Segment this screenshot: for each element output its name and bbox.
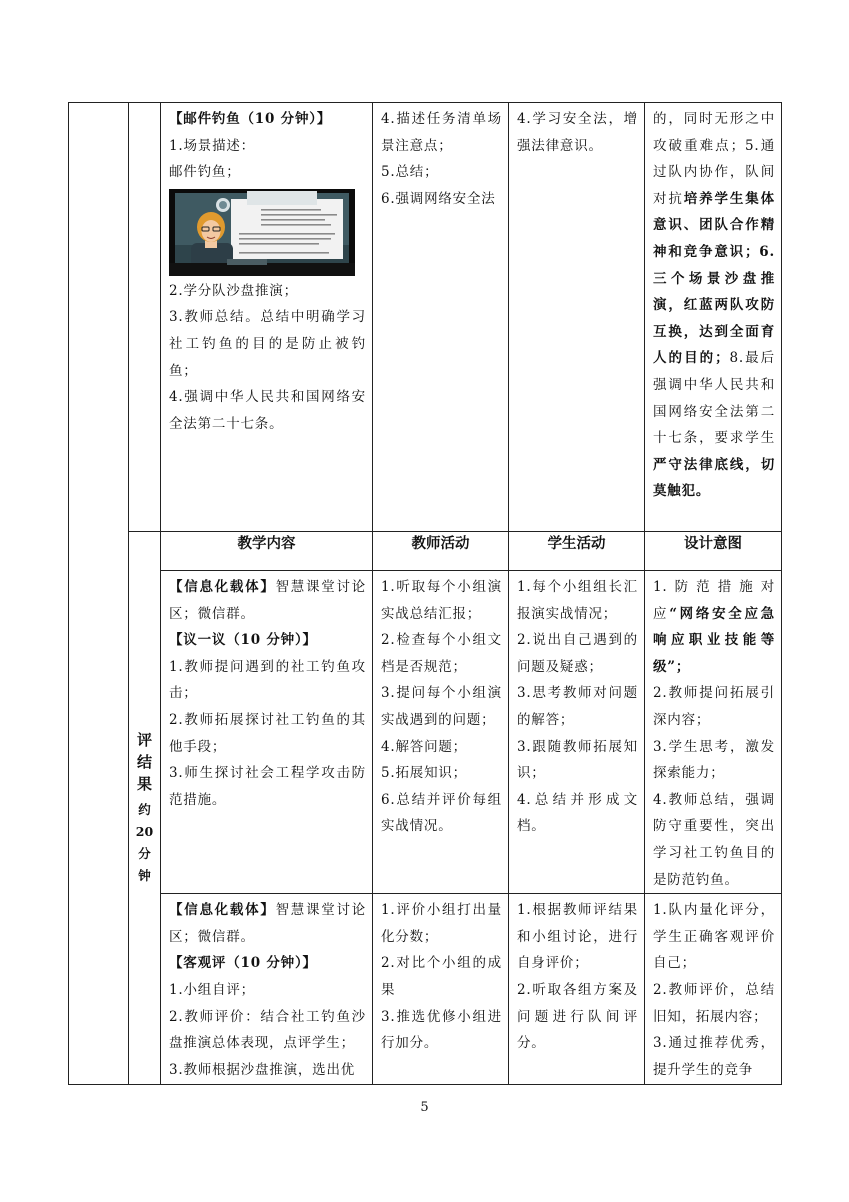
list-item: 4.解答问题；: [381, 738, 467, 755]
bold-span: 严守法律底线，切莫触犯。: [653, 456, 775, 500]
stage-label-char: 果: [136, 775, 152, 794]
text-line: 3.教师总结。总结中明确学习社工钓鱼的目的是防止被钓鱼；: [169, 309, 366, 379]
list-item: 2.说出自己遇到的问题及疑惑；: [517, 632, 638, 675]
content-cell: [161, 894, 373, 1085]
text-line: 2.学分队沙盘推演；: [169, 282, 298, 299]
text-line: 1.场景描述：: [169, 137, 255, 154]
carrier-text: 智慧课堂讨论区；微信群。: [169, 579, 366, 622]
text-span: 8.最后强调中华人民共和国网络安全法第二十七条，要求学生: [653, 350, 775, 447]
list-item: 2.听取各组方案及问题进行队间评分。: [517, 981, 638, 1052]
list-item: 1.教师提问遇到的社工钓鱼攻击；: [169, 658, 366, 702]
teacher-activity-cell: [373, 894, 509, 1085]
header-student: 学生活动: [509, 532, 645, 571]
list-item: 3.教师根据沙盘推演，选出优: [169, 1061, 356, 1078]
lesson-plan-table: [68, 102, 782, 1085]
row-phishing-drill: [69, 103, 782, 532]
list-item: 1.根据教师评结果和小组讨论，进行自身评价；: [517, 902, 638, 972]
design-intent-cell: [645, 103, 782, 532]
content-cell: [161, 571, 373, 894]
list-item: 4.描述任务清单场景注意点；: [381, 111, 502, 154]
design-intent-cell: [645, 571, 782, 894]
list-item: 3.提问每个小组演实战遇到的问题；: [381, 685, 502, 728]
text-span: 的，同时无形之中攻破重难点；: [653, 111, 775, 154]
teacher-activity-cell: [373, 103, 509, 532]
list-item: 2.教师拓展探讨社工钓鱼的其他手段；: [169, 711, 366, 755]
list-item: 5.总结；: [381, 164, 439, 181]
list-item: 1.听取每个小组演实战总结汇报；: [381, 579, 502, 622]
list-item: 3.学生思考，激发探索能力；: [653, 738, 775, 782]
list-item: 2.检查每个小组文档是否规范；: [381, 632, 502, 675]
list-item: 4.教师总结，强调防守重要性，突出学习社工钓鱼目的是防范钓鱼。: [653, 791, 775, 888]
carrier-line: [169, 574, 366, 627]
header-design: 设计意图: [645, 532, 782, 571]
outer-stage-column: [69, 103, 129, 1085]
stage-label-char: 结: [136, 753, 152, 772]
list-item: 4.学习安全法，增强法律意识。: [517, 111, 638, 154]
table-header-row: [69, 532, 782, 571]
stage-duration-part: 钟: [138, 868, 151, 884]
list-item: 1.评价小组打出量化分数；: [381, 902, 502, 945]
stage-duration-part: 分: [138, 846, 151, 862]
list-item: 6.总结并评价每组实战情况。: [381, 791, 502, 835]
student-activity-cell: [509, 571, 645, 894]
section-title: 【议一议（10 分钟）】: [169, 632, 317, 649]
teacher-activity-cell: [373, 571, 509, 894]
header-teacher: 教师活动: [373, 532, 509, 571]
carrier-tag: 【信息化载体】: [169, 902, 276, 919]
list-item: 4.总结并形成文档。: [517, 791, 638, 835]
list-item: 6.强调网络安全法: [381, 190, 496, 207]
stage-label-char: 评: [136, 731, 152, 750]
text-span: 1.防范措施对应: [653, 579, 775, 622]
row-discussion: [69, 571, 782, 894]
list-item: 3.推选优修小组进行加分。: [381, 1008, 502, 1052]
section-title: 【邮件钓鱼（10 分钟）】: [169, 111, 332, 127]
stage-label-cell: [129, 532, 161, 1085]
student-activity-cell: [509, 103, 645, 532]
list-item: 2.对比个小组的成果: [381, 955, 502, 998]
list-item: 2.教师评价：结合社工钓鱼沙盘推演总体表现，点评学生；: [169, 1008, 366, 1052]
text-line: 邮件钓鱼；: [169, 164, 241, 181]
carrier-text: 智慧课堂讨论区；微信群。: [169, 902, 366, 945]
header-content: 教学内容: [161, 532, 373, 571]
section-title: 【客观评（10 分钟）】: [169, 955, 317, 972]
list-item: 3.思考教师对问题的解答；: [517, 685, 638, 728]
content-cell: [161, 103, 373, 532]
text-line: 4.强调中华人民共和国网络安全法第二十七条。: [169, 389, 366, 432]
design-intent-text: [653, 106, 775, 505]
list-item: 5.拓展知识；: [381, 765, 467, 782]
phishing-illustration: [169, 189, 355, 276]
carrier-line: [169, 897, 366, 950]
list-item: 3.通过推荐优秀，提升学生的竞争: [653, 1035, 775, 1078]
text-span: 5.通过队内协作，队间对抗: [653, 137, 775, 207]
list-item: 1.小组自评；: [169, 981, 255, 998]
design-intent-cell: [645, 894, 782, 1085]
stage-cell-blank: [129, 103, 161, 532]
page-number: 5: [420, 1100, 429, 1115]
stage-main-label: [129, 729, 160, 795]
list-item: 1.每个小组组长汇报演实战情况；: [517, 579, 638, 622]
list-item: 2.教师提问拓展引深内容；: [653, 685, 775, 728]
stage-duration-part: 约: [138, 802, 151, 818]
bold-span: “网络安全应急响应职业技能等级”；: [653, 605, 775, 675]
list-item: 3.师生探讨社会工程学攻击防范措施。: [169, 765, 366, 808]
row-objective-evaluation: [69, 894, 782, 1085]
student-activity-cell: [509, 894, 645, 1085]
list-item: 3.跟随教师拓展知识；: [517, 738, 638, 782]
bold-span: 培养学生集体意识、团队合作精神和竞争意识；: [653, 190, 775, 260]
list-item: [653, 574, 775, 680]
list-item: 2.教师评价，总结旧知，拓展内容；: [653, 981, 775, 1025]
bold-span: 6.三个场景沙盘推演，红蓝两队攻防互换，达到全面育人的目的；: [653, 243, 775, 367]
stage-duration-part: 20: [135, 824, 154, 840]
stage-duration: [129, 799, 160, 887]
carrier-tag: 【信息化载体】: [169, 579, 276, 595]
list-item: 1.队内量化评分，学生正确客观评价自己；: [653, 902, 775, 972]
